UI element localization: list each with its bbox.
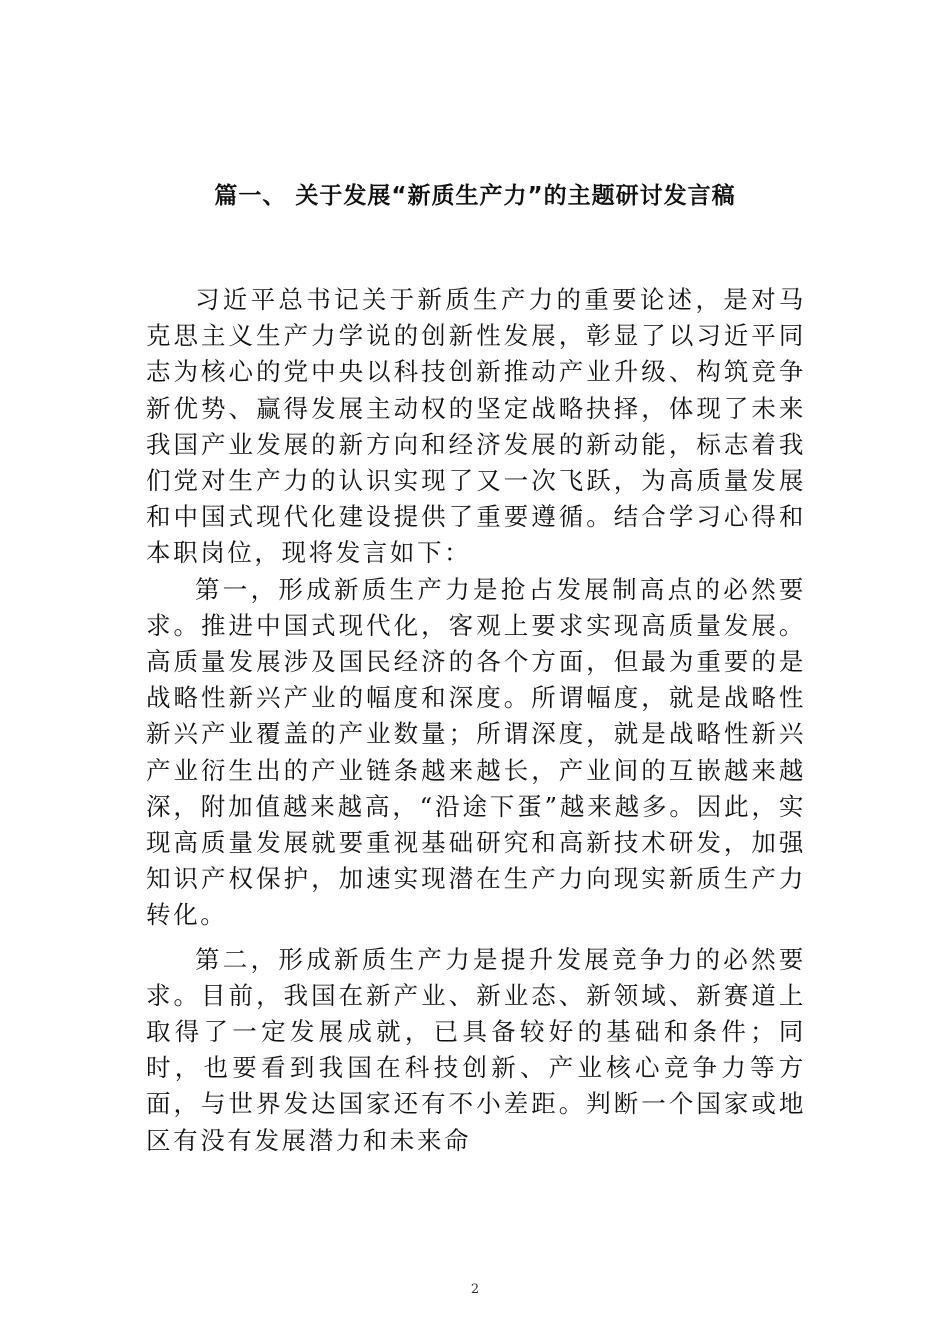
paragraph-intro: 习近平总书记关于新质生产力的重要论述，是对马克思主义生产力学说的创新性发展，彰显了以习近平同志为核心的党中央以科技创新推动产业升级、构筑竞争新优势、赢得发展主动权的坚定战略抉择，体现了未来我国产业发展的新方向和经济发展的新动能，标志着我们党对生产力的认识实现了又一次飞跃，为高质量发展和中国式现代化建设提供了重要遵循。结合学习心得和本职岗位，现将发言如下： (146, 285, 806, 568)
document-body (146, 282, 806, 1159)
paragraph-first-point: 第一，形成新质生产力是抢占发展制高点的必然要求。推进中国式现代化，客观上要求实现高质量发展。高质量发展涉及国民经济的各个方面，但最为重要的是战略性新兴产业的幅度和深度。所谓幅度，就是战略性新兴产业覆盖的产业数量；所谓深度，就是战略性新兴产业衍生出的产业链条越来越长，产业间的互嵌越来越深，附加值越来越高，“沿途下蛋”越来越多。因此，实现高质量发展就要重视基础研究和高新技术研发，加强知识产权保护，加速实现潜在生产力向现实新质生产力转化。 (146, 574, 806, 930)
page-number: 2 (470, 1282, 480, 1297)
document-title: 篇一、 关于发展“新质生产力”的主题研讨发言稿 (214, 183, 736, 209)
paragraph-second-point: 第二，形成新质生产力是提升发展竞争力的必然要求。目前，我国在新产业、新业态、新领域、新赛道上取得了一定发展成就，已具备较好的基础和条件；同时，也要看到我国在科技创新、产业核心竞争力等方面，与世界发达国家还有不小差距。判断一个国家或地区有没有发展潜力和未来命 (146, 944, 806, 1155)
